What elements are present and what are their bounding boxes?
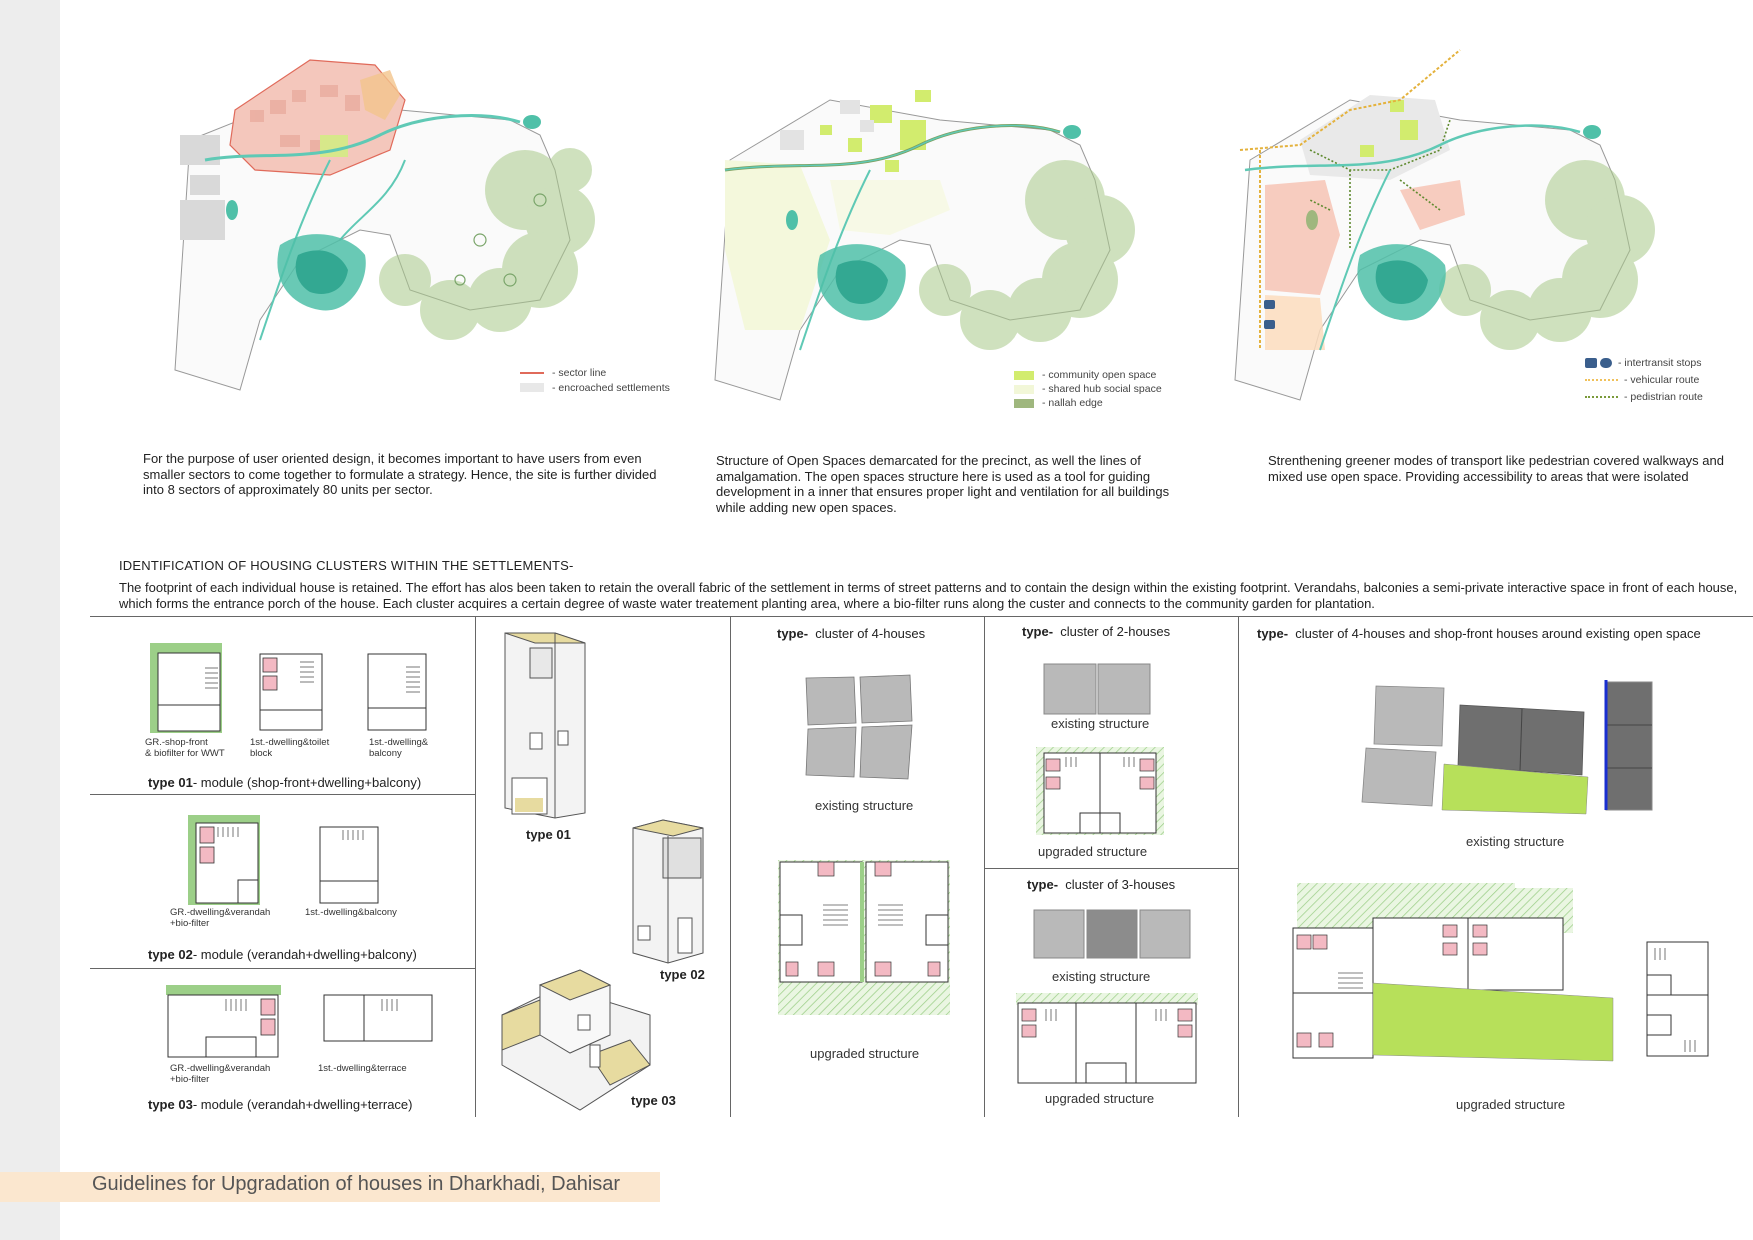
cluster-name: cluster of 4-houses and shop-front houses around existing open space: [1295, 626, 1701, 641]
cluster-name: cluster of 3-houses: [1065, 877, 1176, 892]
axo-label: type 02: [660, 967, 705, 982]
legend-label: - encroached settlements: [552, 381, 670, 394]
plan-caption: GR.-dwelling&verandah +bio-filter: [170, 907, 271, 929]
left-margin-bar: [0, 0, 60, 1240]
legend-swatch: [1585, 396, 1618, 398]
module-type: type 01: [148, 775, 193, 790]
plan-caption: 1st.-dwelling&terrace: [318, 1063, 407, 1074]
divider: [984, 617, 985, 1117]
cluster-name: cluster of 4-houses: [815, 626, 926, 641]
module-type: type 03: [148, 1097, 193, 1112]
bus-stop-icon: [1600, 358, 1612, 368]
legend-swatch: [1014, 399, 1034, 408]
footer-title: Guidelines for Upgradation of houses in Dharkhadi, Dahisar: [92, 1173, 621, 1195]
legend-label: - pedistrian route: [1624, 390, 1703, 403]
cluster-title: [1027, 877, 1175, 892]
existing-3-houses: [1032, 908, 1192, 960]
plan-dwelling-verandah: [188, 815, 260, 905]
existing-shopfront: [1362, 680, 1652, 810]
legend-label: - intertransit stops: [1618, 356, 1702, 369]
section-heading: IDENTIFICATION OF HOUSING CLUSTERS WITHIN THE SETTLEMENTS-: [119, 558, 574, 573]
map2-legend: [1014, 368, 1162, 410]
existing-label: existing structure: [1051, 716, 1150, 731]
legend-label: - nallah edge: [1042, 397, 1103, 409]
axo-label: type 01: [526, 827, 571, 842]
module-caption: [148, 775, 421, 790]
legend-swatch: [1014, 371, 1034, 380]
plan-caption: GR.-dwelling&verandah +bio-filter: [170, 1063, 271, 1085]
module-caption: [148, 1097, 413, 1112]
plan-dwelling-balcony-2: [318, 825, 380, 905]
legend-label: - vehicular route: [1624, 373, 1700, 386]
upgraded-2-houses: [1036, 747, 1164, 835]
cluster-name: cluster of 2-houses: [1060, 624, 1171, 639]
plan-shopfront-unit: [1645, 940, 1710, 1058]
existing-label: existing structure: [815, 798, 914, 813]
upgraded-shopfront: [1283, 883, 1618, 1068]
legend-swatch: [520, 372, 544, 374]
map1-legend: [520, 365, 670, 395]
module-desc: - module (verandah+dwelling+terrace): [192, 1097, 413, 1112]
plan-caption: 1st.-dwelling&balcony: [305, 907, 397, 918]
divider: [984, 868, 1238, 869]
map2-description: Structure of Open Spaces demarcated for the precinct, as well the lines of amalgamation. The open spaces structure here is used as a tool for guiding development in a inner that ensures proper light and ventilation for all buildings while adding new open spaces.: [716, 453, 1170, 515]
divider: [730, 617, 731, 1117]
existing-label: existing structure: [1052, 969, 1151, 984]
axo-type-02: [628, 818, 708, 963]
map3-description: Strenthening greener modes of transport like pedestrian covered walkways and mixed use open space. Providing accessibility to areas that were isolated: [1268, 453, 1724, 484]
upgraded-label: upgraded structure: [810, 1046, 920, 1061]
plan-caption: 1st.-dwelling& balcony: [369, 737, 429, 759]
legend-label: - shared hub social space: [1042, 383, 1162, 395]
axo-label: type 03: [631, 1093, 676, 1108]
legend-swatch: [1585, 379, 1618, 381]
divider: [90, 616, 1753, 617]
legend-label: - community open space: [1042, 369, 1157, 381]
divider: [90, 794, 475, 795]
plan-dwelling-balcony: [366, 652, 428, 732]
module-desc: - module (shop-front+dwelling+balcony): [192, 775, 422, 790]
type-word: type-: [777, 626, 809, 641]
cluster-title: [1257, 626, 1701, 641]
plan-dwelling-verandah-3: [166, 985, 281, 1060]
existing-2-houses: [1042, 662, 1152, 716]
upgraded-4-houses: [778, 860, 950, 1015]
upgraded-3-houses: [1016, 993, 1198, 1085]
legend-label: - sector line: [552, 366, 607, 379]
divider: [475, 617, 476, 1117]
existing-label: existing structure: [1466, 834, 1565, 849]
map3-legend: [1585, 354, 1703, 405]
divider: [1238, 617, 1239, 1117]
bus-stop-icon: [1585, 358, 1597, 368]
map1-description: For the purpose of user oriented design, it becomes important to have users from even smaller sectors to come together to formulate a strategy. Hence, the site is further divided into 8 sectors of approximately 80 units per sector.: [143, 451, 657, 497]
type-word: type-: [1027, 877, 1059, 892]
module-desc: - module (verandah+dwelling+balcony): [192, 947, 417, 962]
plan-dwelling-toilet: [258, 652, 324, 732]
type-word: type-: [1022, 624, 1054, 639]
module-type: type 02: [148, 947, 193, 962]
legend-swatch: [1014, 385, 1034, 394]
legend-swatch: [520, 383, 544, 392]
cluster-title: [1022, 624, 1170, 639]
plan-caption: GR.-shop-front & biofilter for WWT: [145, 737, 225, 759]
type-word: type-: [1257, 626, 1289, 641]
divider: [90, 968, 475, 969]
plan-shop-front: [150, 643, 225, 733]
section-paragraph: The footprint of each individual house is retained. The effort has alos been taken to retain the overall fabric of the settlement in terms of street patterns and to contain the design within the existing footprint. Verandahs, balconies a semi-private interactive space in front of each house, which forms the entrance porch of the house. Each cluster acquires a certain degree of waste water treatement planting area, where a bio-filter runs along the custer and connects to the community garden for plantation.: [119, 580, 1738, 611]
axo-type-01: [500, 628, 590, 818]
plan-dwelling-terrace: [322, 993, 434, 1043]
module-caption: [148, 947, 417, 962]
plan-caption: 1st.-dwelling&toilet block: [250, 737, 330, 759]
upgraded-label: upgraded structure: [1456, 1097, 1566, 1112]
existing-4-houses: [802, 673, 917, 781]
cluster-title: [777, 626, 925, 641]
upgraded-label: upgraded structure: [1038, 844, 1148, 859]
upgraded-label: upgraded structure: [1045, 1091, 1155, 1106]
